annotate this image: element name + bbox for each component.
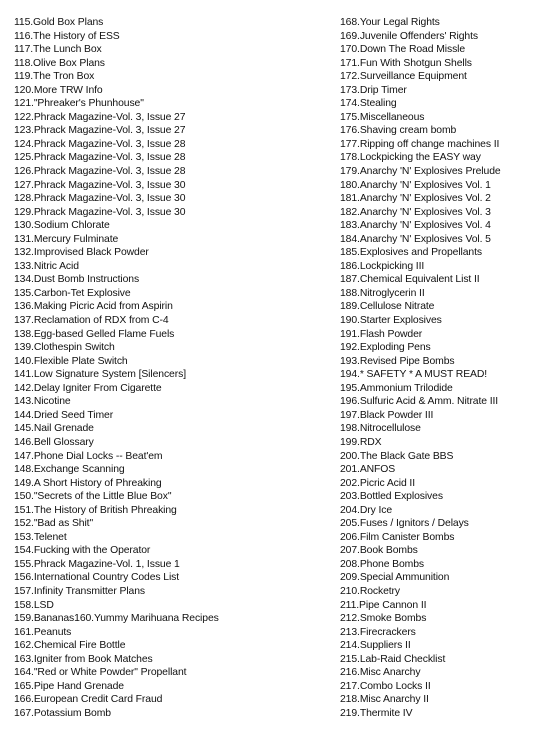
list-item: 213.Firecrackers (340, 626, 416, 638)
list-item: 197.Black Powder III (340, 409, 434, 421)
list-item: 154.Fucking with the Operator (14, 545, 151, 557)
list-item: 180.Anarchy 'N' Explosives Vol. 1 (340, 179, 491, 191)
list-item: 152."Bad as Shit" (14, 518, 94, 530)
list-item: 203.Bottled Explosives (340, 491, 443, 503)
list-item: 159.Bananas160.Yummy Marihuana Recipes (14, 613, 219, 625)
list-item: 146.Bell Glossary (14, 436, 94, 448)
list-item: 181.Anarchy 'N' Explosives Vol. 2 (340, 193, 491, 205)
list-item: 143.Nicotine (14, 396, 71, 408)
list-item: 178.Lockpicking the EASY way (340, 152, 481, 164)
list-item: 131.Mercury Fulminate (14, 233, 119, 245)
list-item: 201.ANFOS (340, 464, 396, 476)
list-item: 127.Phrack Magazine-Vol. 3, Issue 30 (14, 179, 186, 191)
list-item: 168.Your Legal Rights (340, 17, 440, 28)
list-item: 208.Phone Bombs (340, 558, 424, 570)
list-item: 162.Chemical Fire Bottle (14, 640, 126, 652)
list-item: 192.Exploding Pens (340, 342, 431, 354)
list-item: 163.Igniter from Book Matches (14, 653, 153, 665)
list-item: 186.Lockpicking III (340, 260, 425, 272)
list-item: 136.Making Picric Acid from Aspirin (14, 301, 173, 313)
list-item: 123.Phrack Magazine-Vol. 3, Issue 27 (14, 125, 186, 137)
list-item: 187.Chemical Equivalent List II (340, 274, 480, 286)
list-item: 210.Rocketry (340, 585, 401, 597)
list-item: 138.Egg-based Gelled Flame Fuels (14, 328, 175, 340)
list-item: 145.Nail Grenade (14, 423, 94, 435)
list-item: 189.Cellulose Nitrate (340, 301, 435, 313)
list-item: 125.Phrack Magazine-Vol. 3, Issue 28 (14, 152, 186, 164)
list-item: 130.Sodium Chlorate (14, 220, 110, 232)
list-item: 135.Carbon-Tet Explosive (14, 287, 131, 299)
list-item: 177.Ripping off change machines II (340, 138, 500, 150)
list-item: 212.Smoke Bombs (340, 613, 427, 625)
list-item: 137.Reclamation of RDX from C-4 (14, 315, 169, 327)
list-item: 214.Suppliers II (340, 640, 411, 652)
list-item: 190.Starter Explosives (340, 315, 442, 327)
list-item: 188.Nitroglycerin II (340, 287, 425, 299)
list-item: 179.Anarchy 'N' Explosives Prelude (340, 166, 501, 178)
list-item: 161.Peanuts (14, 626, 72, 638)
list-item: 150."Secrets of the Little Blue Box" (14, 491, 172, 503)
list-item: 151.The History of British Phreaking (14, 504, 177, 516)
list-item: 157.Infinity Transmitter Plans (14, 585, 145, 597)
list-item: 147.Phone Dial Locks -- Beat'em (14, 450, 163, 462)
list-item: 202.Picric Acid II (340, 477, 416, 489)
list-item: 158.LSD (14, 599, 54, 611)
left-column-list (14, 16, 334, 720)
list-item: 153.Telenet (14, 531, 67, 543)
list-item: 115.Gold Box Plans (14, 17, 104, 28)
list-item: 218.Misc Anarchy II (340, 694, 429, 706)
list-item: 132.Improvised Black Powder (14, 247, 149, 259)
list-item: 129.Phrack Magazine-Vol. 3, Issue 30 (14, 206, 186, 218)
list-item: 122.Phrack Magazine-Vol. 3, Issue 27 (14, 111, 186, 123)
list-item: 195.Ammonium Trilodide (340, 382, 453, 394)
list-item: 176.Shaving cream bomb (340, 125, 457, 137)
list-item: 207.Book Bombs (340, 545, 418, 557)
list-item: 194.* SAFETY * A MUST READ! (340, 369, 488, 381)
list-item: 198.Nitrocellulose (340, 423, 421, 435)
list-item: 171.Fun With Shotgun Shells (340, 57, 472, 69)
list-item: 142.Delay Igniter From Cigarette (14, 382, 162, 394)
list-item: 169.Juvenile Offenders' Rights (340, 30, 478, 42)
list-item: 175.Miscellaneous (340, 111, 425, 123)
list-item: 170.Down The Road Missle (340, 44, 466, 56)
list-item: 173.Drip Timer (340, 84, 407, 96)
list-item: 217.Combo Locks II (340, 680, 431, 692)
list-item: 166.European Credit Card Fraud (14, 694, 163, 706)
list-item: 141.Low Signature System [Silencers] (14, 369, 186, 381)
list-item: 116.The History of ESS (14, 30, 120, 42)
list-item: 191.Flash Powder (340, 328, 423, 340)
list-item: 205.Fuses / Ignitors / Delays (340, 518, 469, 530)
list-item: 119.The Tron Box (14, 71, 95, 83)
list-item: 149.A Short History of Phreaking (14, 477, 162, 489)
list-item: 126.Phrack Magazine-Vol. 3, Issue 28 (14, 166, 186, 178)
list-item: 140.Flexible Plate Switch (14, 355, 128, 367)
list-item: 209.Special Ammunition (340, 572, 450, 584)
list-item: 124.Phrack Magazine-Vol. 3, Issue 28 (14, 138, 186, 150)
list-item: 196.Sulfuric Acid & Amm. Nitrate III (340, 396, 499, 408)
list-item: 216.Misc Anarchy (340, 667, 421, 679)
list-item: 139.Clothespin Switch (14, 342, 115, 354)
list-item: 184.Anarchy 'N' Explosives Vol. 5 (340, 233, 491, 245)
list-item: 165.Pipe Hand Grenade (14, 680, 124, 692)
list-item: 120.More TRW Info (14, 84, 103, 96)
list-item: 215.Lab-Raid Checklist (340, 653, 446, 665)
list-item: 144.Dried Seed Timer (14, 409, 114, 421)
list-item: 155.Phrack Magazine-Vol. 1, Issue 1 (14, 558, 180, 570)
list-item: 183.Anarchy 'N' Explosives Vol. 4 (340, 220, 491, 232)
right-column-list (340, 16, 535, 720)
list-item: 193.Revised Pipe Bombs (340, 355, 455, 367)
list-item: 128.Phrack Magazine-Vol. 3, Issue 30 (14, 193, 186, 205)
list-item: 148.Exchange Scanning (14, 464, 125, 476)
list-item: 117.The Lunch Box (14, 44, 102, 56)
list-item: 133.Nitric Acid (14, 260, 79, 272)
list-item: 156.International Country Codes List (14, 572, 180, 584)
list-item: 134.Dust Bomb Instructions (14, 274, 140, 286)
list-item: 167.Potassium Bomb (14, 707, 111, 719)
list-item: 174.Stealing (340, 98, 397, 110)
list-item: 204.Dry Ice (340, 504, 393, 516)
list-item: 185.Explosives and Propellants (340, 247, 482, 259)
list-item: 118.Olive Box Plans (14, 57, 105, 69)
list-item: 121."Phreaker's Phunhouse" (14, 98, 144, 110)
list-item: 182.Anarchy 'N' Explosives Vol. 3 (340, 206, 491, 218)
list-item: 206.Film Canister Bombs (340, 531, 455, 543)
list-item: 199.RDX (340, 436, 382, 448)
list-item: 211.Pipe Cannon II (340, 599, 427, 611)
list-item: 219.Thermite IV (340, 707, 413, 719)
list-item: 164."Red or White Powder" Propellant (14, 667, 187, 679)
list-item: 200.The Black Gate BBS (340, 450, 454, 462)
list-item: 172.Surveillance Equipment (340, 71, 467, 83)
